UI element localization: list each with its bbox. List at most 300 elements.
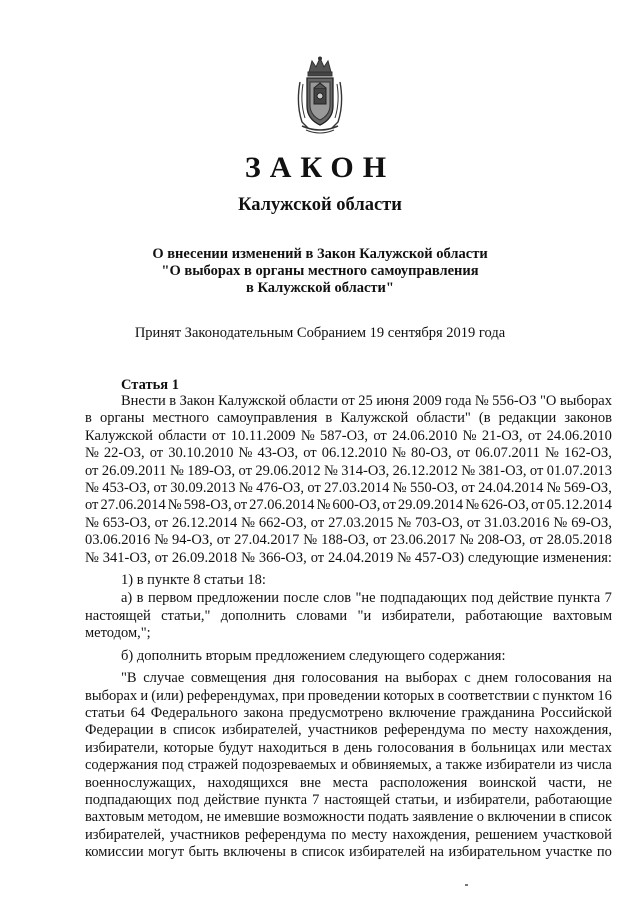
item-1b: б) дополнить вторым предложением следующего содержания: bbox=[121, 647, 506, 664]
word: участковой bbox=[542, 826, 612, 843]
word: 30.10.2010 bbox=[168, 445, 234, 462]
word: участников bbox=[170, 826, 240, 843]
word: словами bbox=[296, 607, 348, 624]
word: 29.09.2014 bbox=[397, 497, 464, 514]
word: в bbox=[136, 590, 144, 607]
word: быть bbox=[188, 844, 219, 861]
word: 01.07.2013 bbox=[546, 462, 612, 479]
word: 94-ОЗ, bbox=[172, 532, 213, 549]
word: подать bbox=[367, 809, 409, 826]
word: 03.06.2016 bbox=[85, 532, 151, 549]
word: 26.12.2012 bbox=[392, 462, 458, 479]
coat-of-arms-emblem bbox=[294, 56, 346, 134]
word: выборах bbox=[85, 687, 138, 704]
word: месту bbox=[492, 722, 529, 739]
word: № bbox=[397, 514, 412, 531]
word: будут bbox=[218, 739, 253, 756]
word: не bbox=[206, 809, 221, 826]
word: Калужской bbox=[218, 393, 286, 409]
word: предусмотрено bbox=[289, 704, 383, 721]
word: 366-ОЗ, bbox=[258, 549, 307, 566]
word: избиратели, bbox=[85, 739, 159, 756]
word: 06.12.2010 bbox=[321, 445, 387, 462]
word: могут bbox=[148, 844, 185, 861]
word: № bbox=[459, 532, 474, 549]
word: от bbox=[527, 427, 542, 444]
word: 550-ОЗ, bbox=[409, 480, 458, 497]
word: местного bbox=[152, 410, 210, 427]
word: 43-ОЗ, bbox=[257, 445, 299, 462]
word: от bbox=[303, 445, 317, 462]
word: № bbox=[85, 549, 99, 566]
word: числа bbox=[576, 757, 612, 774]
intro-paragraph bbox=[85, 393, 612, 567]
word: № bbox=[303, 532, 318, 549]
word: 476-ОЗ, bbox=[256, 480, 305, 497]
word: Федерального bbox=[150, 704, 238, 721]
word: 453-ОЗ, bbox=[102, 480, 151, 497]
word: 24.04.2014 bbox=[478, 480, 544, 497]
text-line bbox=[85, 515, 612, 532]
word: комиссии bbox=[85, 844, 144, 861]
text-line bbox=[85, 445, 612, 462]
word: № bbox=[465, 497, 480, 514]
word: избирателей, bbox=[221, 722, 302, 739]
word: возможности bbox=[283, 809, 365, 826]
word: вахтовым bbox=[552, 607, 612, 624]
word: от bbox=[212, 427, 226, 444]
word: избиратели, bbox=[381, 607, 455, 624]
word: июня bbox=[376, 393, 410, 409]
word: которых bbox=[383, 687, 435, 704]
word: под bbox=[161, 757, 184, 774]
word: референдума bbox=[244, 826, 327, 843]
law-heading: ЗАКОН bbox=[244, 151, 396, 184]
word: законов bbox=[564, 410, 612, 427]
word: при bbox=[281, 687, 305, 704]
word: расположения bbox=[379, 774, 468, 791]
word: № bbox=[545, 445, 559, 462]
word: самоуправления bbox=[217, 410, 318, 427]
word: 600-ОЗ, bbox=[332, 497, 381, 514]
word: методом, bbox=[147, 809, 204, 826]
word: № bbox=[474, 393, 489, 409]
word: от bbox=[154, 549, 169, 566]
word: под bbox=[471, 590, 494, 607]
word: список bbox=[569, 809, 612, 826]
word: статьи, bbox=[395, 791, 439, 808]
text-line bbox=[85, 688, 612, 705]
word: от bbox=[382, 497, 396, 514]
word: 569-ОЗ, bbox=[563, 480, 612, 497]
word: 31.03.2016 bbox=[484, 514, 550, 531]
word: 703-ОЗ, bbox=[415, 514, 463, 531]
word: которые bbox=[163, 739, 214, 756]
word: от bbox=[529, 462, 544, 479]
word: по bbox=[596, 844, 612, 861]
word: работающие bbox=[465, 607, 543, 624]
word: от bbox=[307, 480, 321, 497]
word: 208-ОЗ, bbox=[477, 532, 526, 549]
word: с bbox=[464, 670, 471, 687]
word: № bbox=[300, 427, 315, 444]
word: от bbox=[373, 427, 387, 444]
word: № bbox=[238, 445, 253, 462]
word: от bbox=[153, 480, 167, 497]
word: от bbox=[238, 462, 252, 479]
word: в bbox=[325, 410, 333, 427]
word: 188-ОЗ, bbox=[321, 532, 370, 549]
word: от bbox=[310, 549, 325, 566]
item-1: 1) в пункте 8 статьи 18: bbox=[121, 572, 266, 589]
word: "В bbox=[121, 670, 137, 687]
word: обвиняемых, bbox=[351, 757, 432, 774]
word: 653-ОЗ, bbox=[102, 514, 151, 531]
word: "О bbox=[539, 393, 557, 409]
word: 26.09.2018 bbox=[171, 549, 238, 566]
word: № bbox=[85, 514, 99, 531]
word: изменения: bbox=[542, 549, 612, 566]
word: нахождения, bbox=[392, 826, 470, 843]
word: Калужской bbox=[85, 427, 153, 444]
word: 26.12.2014 bbox=[171, 514, 238, 531]
word: также bbox=[445, 757, 483, 774]
word: включены bbox=[223, 844, 286, 861]
word: проведении bbox=[307, 687, 381, 704]
word: первом bbox=[147, 590, 193, 607]
word: включении bbox=[487, 809, 556, 826]
word: 314-ОЗ, bbox=[341, 462, 390, 479]
text-line bbox=[85, 608, 612, 625]
word: нахождения, bbox=[534, 722, 612, 739]
law-subject bbox=[0, 246, 640, 297]
word: и bbox=[140, 687, 149, 704]
word: № bbox=[462, 427, 477, 444]
word: № bbox=[316, 497, 331, 514]
word: от bbox=[456, 445, 471, 462]
page-mark bbox=[465, 884, 468, 886]
text-line bbox=[85, 757, 612, 774]
word: 64 bbox=[130, 704, 145, 721]
word: от bbox=[85, 462, 99, 479]
word: (в bbox=[478, 410, 491, 427]
word: вне bbox=[299, 774, 321, 791]
word: от bbox=[85, 497, 99, 514]
word: работающие bbox=[534, 791, 612, 808]
word: 29.06.2012 bbox=[255, 462, 321, 479]
word: № bbox=[238, 480, 253, 497]
word: от bbox=[466, 514, 481, 531]
quoted-text-paragraph bbox=[85, 670, 612, 861]
word: Калужской bbox=[340, 410, 409, 427]
word: в bbox=[290, 844, 298, 861]
word: слов bbox=[323, 590, 352, 607]
word: случае bbox=[143, 670, 185, 687]
word: методом,"; bbox=[85, 625, 151, 642]
word: № bbox=[392, 445, 406, 462]
word: 27.06.2014 bbox=[100, 497, 166, 514]
word: статьи bbox=[85, 704, 125, 721]
word: 10.11.2009 bbox=[230, 427, 296, 444]
word: места bbox=[332, 774, 369, 791]
word: закона bbox=[243, 704, 284, 721]
text-line bbox=[85, 590, 612, 607]
word: пункта bbox=[557, 590, 601, 607]
text-line bbox=[85, 550, 612, 567]
word: содержания bbox=[85, 757, 158, 774]
word: днем bbox=[477, 670, 509, 687]
word: соответствии bbox=[447, 687, 530, 704]
word: больницах bbox=[470, 739, 537, 756]
word: области bbox=[158, 427, 207, 444]
word: 457-ОЗ) bbox=[414, 549, 465, 566]
word: № bbox=[154, 532, 169, 549]
word: настоящей bbox=[324, 791, 391, 808]
word: 24.06.2010 bbox=[546, 427, 612, 444]
text-line bbox=[85, 497, 612, 514]
word: в bbox=[559, 809, 566, 826]
word: голосования bbox=[377, 739, 454, 756]
word: дополнить bbox=[220, 607, 286, 624]
word: в bbox=[159, 722, 167, 739]
word: 7 bbox=[312, 791, 320, 808]
article-body bbox=[85, 393, 612, 862]
word: предложении bbox=[196, 590, 279, 607]
word: в bbox=[437, 687, 445, 704]
subject-line: в Калужской области" bbox=[246, 280, 394, 296]
subject-line: О внесении изменений в Закон Калужской области bbox=[152, 246, 488, 262]
text-line bbox=[85, 792, 612, 809]
word: о bbox=[476, 809, 484, 826]
word: органы bbox=[99, 410, 145, 427]
word: 21-ОЗ, bbox=[481, 427, 523, 444]
word: имевшие bbox=[224, 809, 280, 826]
word: 341-ОЗ, bbox=[102, 549, 151, 566]
word: в bbox=[332, 739, 339, 756]
word: на bbox=[384, 670, 399, 687]
text-line bbox=[85, 722, 612, 739]
word: (или) bbox=[151, 687, 184, 704]
word: 662-ОЗ, bbox=[258, 514, 307, 531]
word: настоящей bbox=[85, 607, 151, 624]
word: № bbox=[392, 480, 407, 497]
word: список bbox=[172, 722, 216, 739]
text-line bbox=[85, 705, 612, 722]
word: участке bbox=[545, 844, 593, 861]
word: № bbox=[169, 462, 184, 479]
word: военнослужащих, bbox=[85, 774, 196, 791]
article-title: Статья 1 bbox=[121, 377, 179, 393]
word: а) bbox=[121, 590, 133, 607]
word: избиратели bbox=[485, 757, 556, 774]
word: № bbox=[546, 480, 561, 497]
word: решением bbox=[475, 826, 538, 843]
word: 80-ОЗ, bbox=[410, 445, 452, 462]
word: 28.05.2018 bbox=[546, 532, 612, 549]
word: на bbox=[597, 670, 612, 687]
word: от bbox=[149, 445, 164, 462]
word: 27.03.2015 bbox=[328, 514, 394, 531]
word: от bbox=[233, 497, 248, 514]
text-line bbox=[85, 844, 612, 861]
word: референдума bbox=[383, 722, 465, 739]
word: области bbox=[289, 393, 338, 409]
word: действие bbox=[204, 791, 260, 808]
item-1a-paragraph bbox=[85, 590, 612, 642]
word: в bbox=[459, 739, 466, 756]
word: местах bbox=[569, 739, 612, 756]
word: от bbox=[529, 532, 543, 549]
word: вахтовым bbox=[85, 809, 145, 826]
word: № bbox=[241, 514, 255, 531]
text-line bbox=[85, 480, 612, 497]
word: Российской bbox=[540, 704, 612, 721]
word: № bbox=[85, 445, 99, 462]
word: 69-ОЗ, bbox=[571, 514, 612, 531]
word: 26.09.2011 bbox=[101, 462, 167, 479]
word: от bbox=[154, 514, 169, 531]
word: участников bbox=[307, 722, 378, 739]
word: 22-ОЗ, bbox=[103, 445, 145, 462]
word: от bbox=[373, 532, 387, 549]
word: 598-ОЗ, bbox=[183, 497, 232, 514]
word: пунктом bbox=[542, 687, 595, 704]
word: из bbox=[559, 757, 573, 774]
word: 05.12.2014 bbox=[546, 497, 612, 514]
word: с bbox=[532, 687, 540, 704]
word: выборах bbox=[405, 670, 458, 687]
word: в bbox=[169, 393, 177, 409]
word: 7 bbox=[604, 590, 612, 607]
word: день bbox=[344, 739, 373, 756]
word: части, bbox=[548, 774, 586, 791]
word: 25 bbox=[358, 393, 373, 409]
word: по bbox=[471, 722, 487, 739]
word: не bbox=[597, 774, 612, 791]
text-line bbox=[85, 809, 612, 826]
word: 06.07.2011 bbox=[475, 445, 540, 462]
word: от bbox=[531, 497, 545, 514]
word: подозреваемых bbox=[242, 757, 337, 774]
word: после bbox=[283, 590, 319, 607]
word: референдумах, bbox=[186, 687, 279, 704]
word: гражданина bbox=[461, 704, 535, 721]
adoption-note: Принят Законодательным Собранием 19 сентября 2019 года bbox=[134, 325, 506, 341]
word: от bbox=[216, 532, 231, 549]
word: избиратели, bbox=[456, 791, 530, 808]
text-line bbox=[85, 670, 612, 687]
word: 30.09.2013 bbox=[170, 480, 236, 497]
word: № bbox=[461, 462, 476, 479]
word: 27.04.2017 bbox=[234, 532, 300, 549]
region-heading: Калужской области bbox=[238, 195, 402, 215]
word: Внести bbox=[121, 393, 166, 409]
word: дня bbox=[273, 670, 296, 687]
word: от bbox=[461, 480, 475, 497]
word: области" bbox=[416, 410, 471, 427]
word: находящихся bbox=[207, 774, 289, 791]
word: 16 bbox=[597, 687, 612, 704]
word: 189-ОЗ, bbox=[187, 462, 236, 479]
word: на bbox=[429, 844, 444, 861]
word: 2009 bbox=[412, 393, 442, 409]
word: № bbox=[241, 549, 255, 566]
word: подпадающих bbox=[85, 791, 172, 808]
word: 23.06.2017 bbox=[390, 532, 456, 549]
word: воинской bbox=[479, 774, 537, 791]
word: Закон bbox=[179, 393, 215, 409]
text-line bbox=[85, 827, 612, 844]
word: а bbox=[435, 757, 442, 774]
text-line bbox=[85, 393, 612, 410]
word: находиться bbox=[258, 739, 327, 756]
text-line bbox=[85, 428, 612, 445]
text-line bbox=[85, 532, 612, 549]
subject-line: "О выборах в органы местного самоуправления bbox=[161, 263, 479, 279]
word: в bbox=[85, 410, 92, 427]
word: выборах bbox=[559, 393, 612, 409]
word: от bbox=[341, 393, 355, 409]
word: стражей bbox=[187, 757, 239, 774]
word: Федерации bbox=[85, 722, 154, 739]
word: № bbox=[324, 462, 338, 479]
word: 24.04.2019 bbox=[328, 549, 394, 566]
text-line bbox=[85, 740, 612, 757]
word: 27.06.2014 bbox=[249, 497, 315, 514]
text-line bbox=[85, 463, 612, 480]
text-line bbox=[85, 775, 612, 792]
word: подпадающих bbox=[380, 590, 468, 607]
text-line bbox=[85, 625, 612, 642]
word: 27.03.2014 bbox=[324, 480, 390, 497]
word: совмещения bbox=[190, 670, 267, 687]
word: под bbox=[177, 791, 200, 808]
word: № bbox=[553, 514, 568, 531]
word: года bbox=[445, 393, 472, 409]
word: следующие bbox=[467, 549, 539, 566]
word: "не bbox=[355, 590, 376, 607]
word: включение bbox=[388, 704, 456, 721]
word: 626-ОЗ, bbox=[481, 497, 530, 514]
text-line bbox=[85, 410, 612, 427]
word: или bbox=[541, 739, 565, 756]
word: пункта bbox=[264, 791, 308, 808]
word: 24.06.2010 bbox=[392, 427, 458, 444]
word: по bbox=[331, 826, 347, 843]
word: 556-ОЗ bbox=[492, 393, 537, 409]
word: 587-ОЗ, bbox=[320, 427, 368, 444]
word: № bbox=[397, 549, 411, 566]
word: список bbox=[301, 844, 345, 861]
word: голосования bbox=[514, 670, 592, 687]
word: от bbox=[310, 514, 325, 531]
word: 381-ОЗ, bbox=[478, 462, 527, 479]
word: избирателей, bbox=[85, 826, 165, 843]
word: месту bbox=[351, 826, 388, 843]
word: избирательном bbox=[448, 844, 541, 861]
word: "и bbox=[357, 607, 372, 624]
word: и bbox=[340, 757, 348, 774]
word: 162-ОЗ, bbox=[563, 445, 612, 462]
word: № bbox=[85, 480, 99, 497]
word: избирателей bbox=[349, 844, 426, 861]
word: статьи," bbox=[161, 607, 211, 624]
word: № bbox=[167, 497, 182, 514]
word: голосования bbox=[301, 670, 379, 687]
word: и bbox=[443, 791, 452, 808]
word: редакции bbox=[498, 410, 557, 427]
word: действие bbox=[497, 590, 554, 607]
